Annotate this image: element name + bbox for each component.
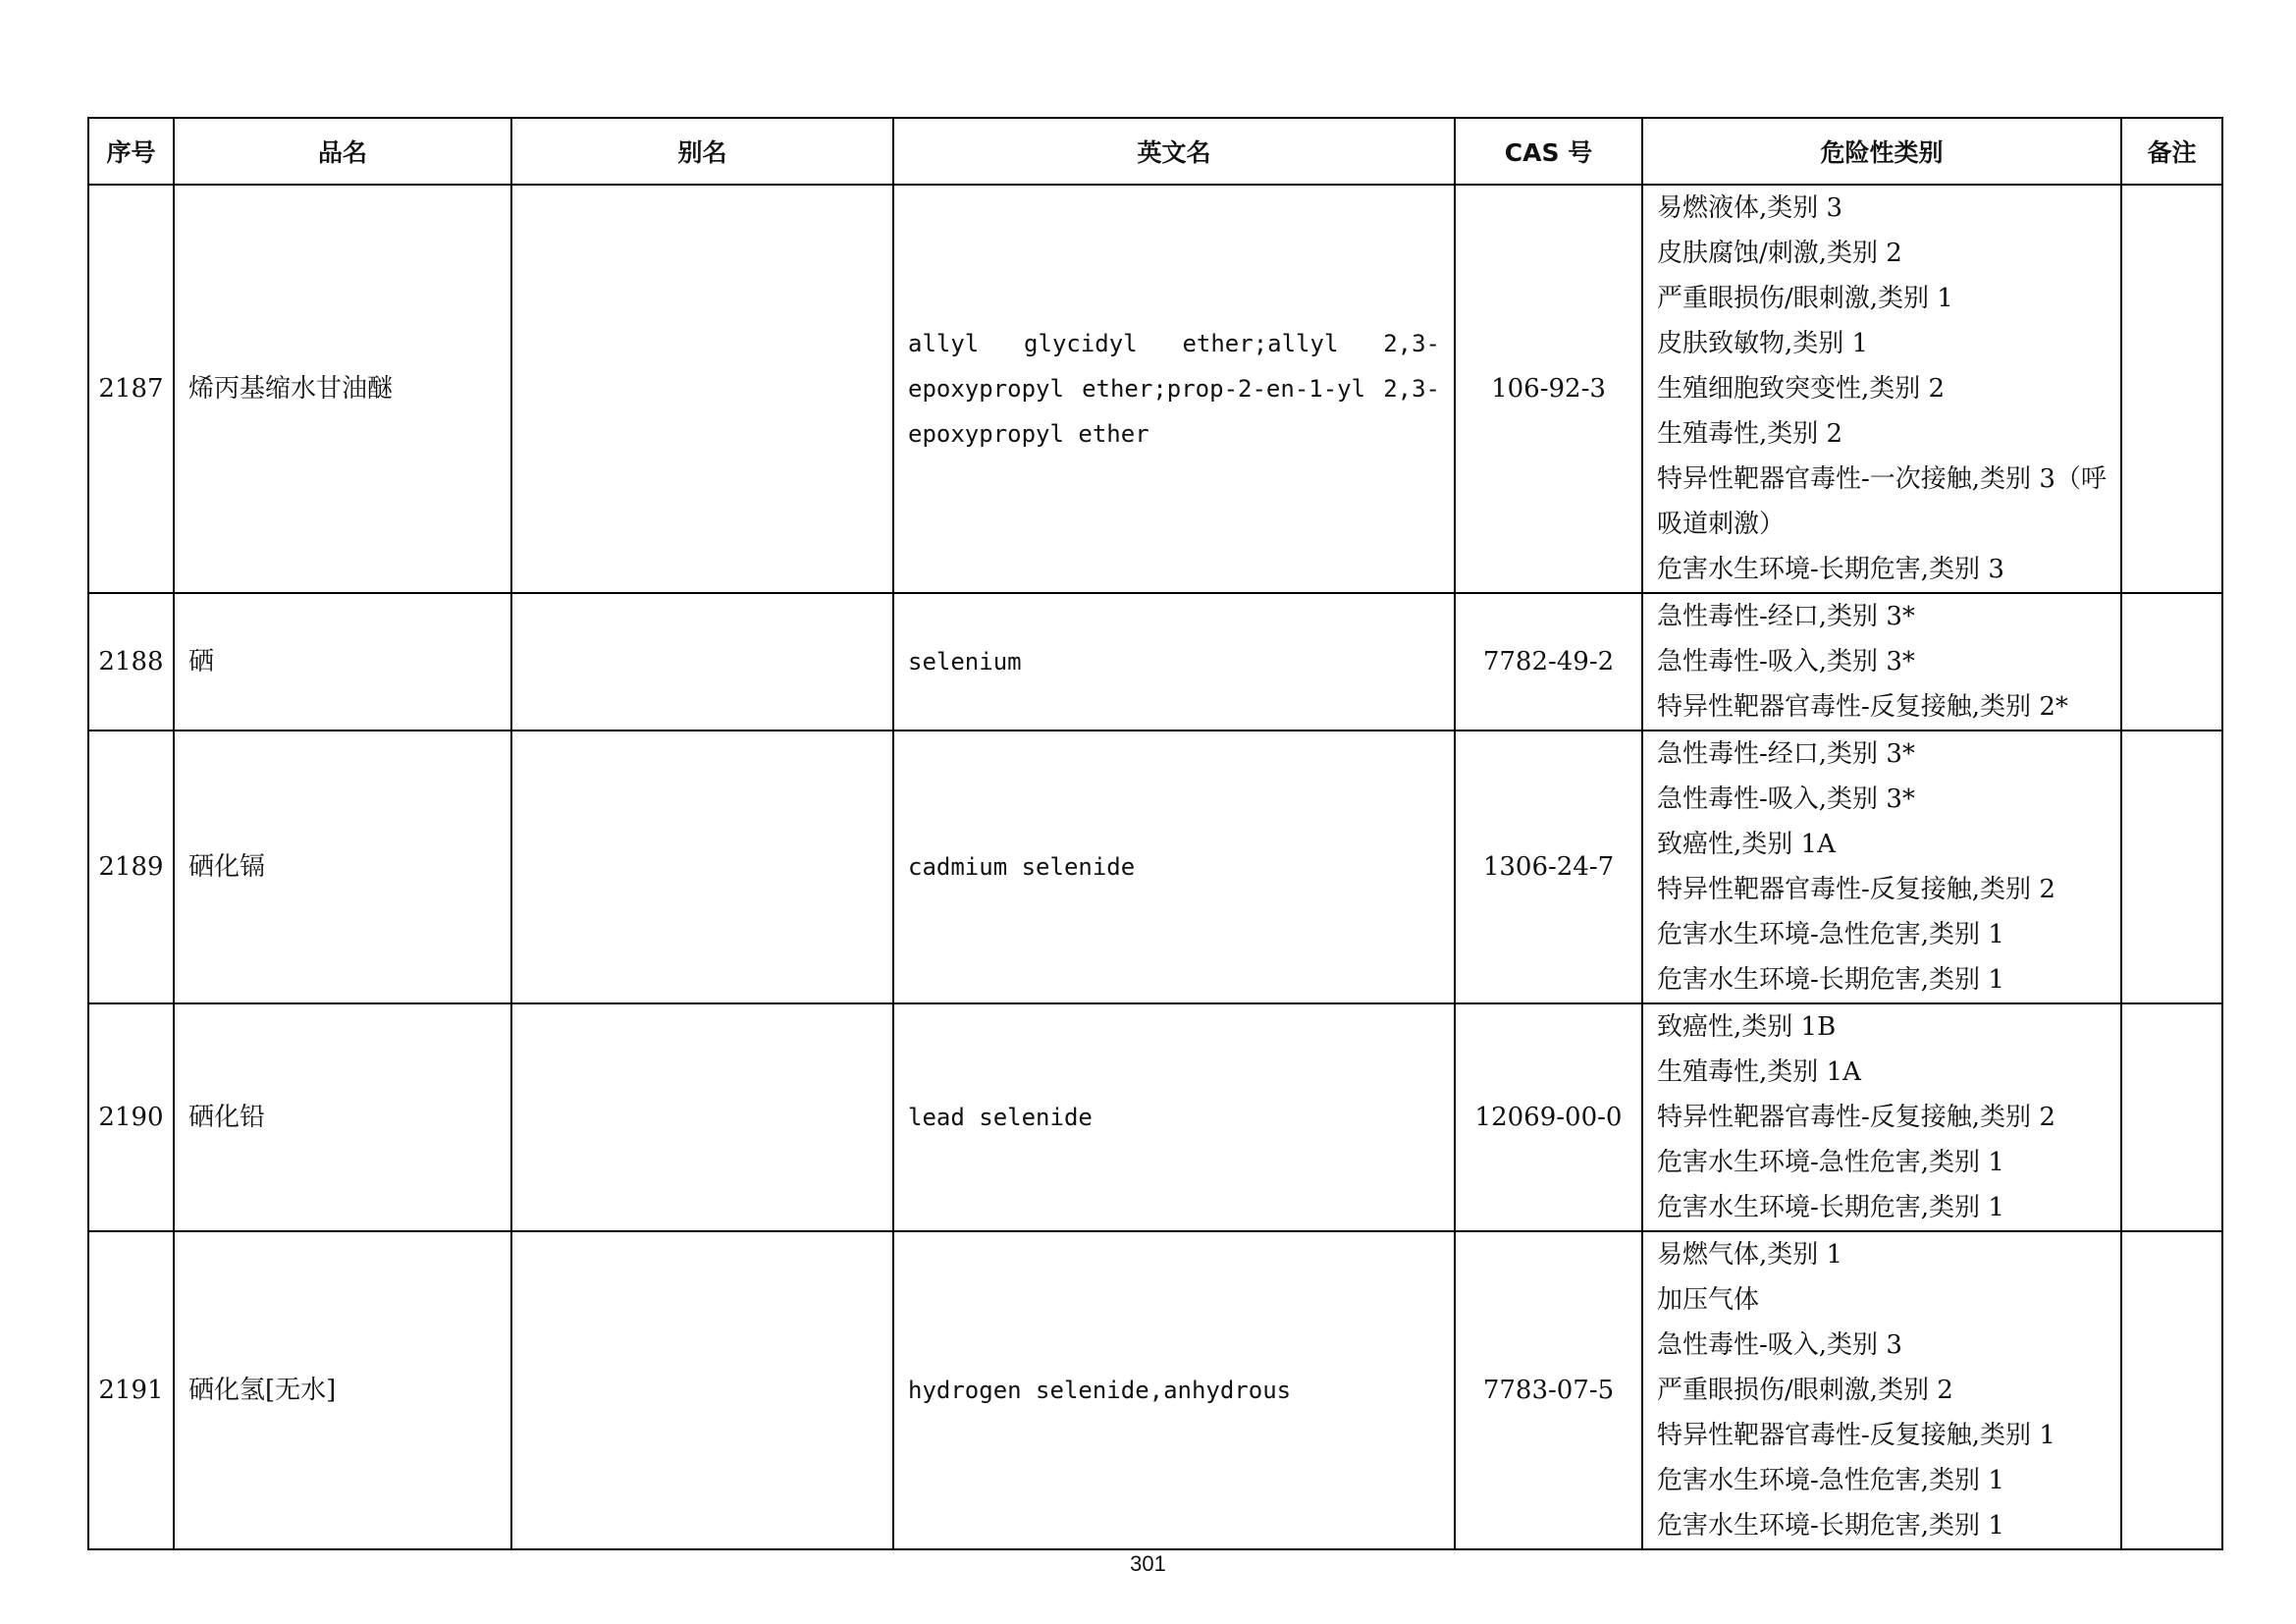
hazard-item: 皮肤腐蚀/刺激,类别 2	[1657, 239, 1902, 268]
row-alias	[511, 1231, 893, 1549]
row-remark	[2121, 593, 2222, 731]
row-no: 2189	[88, 731, 174, 1003]
row-hazards	[1642, 1003, 2121, 1231]
table-row	[88, 185, 2222, 593]
row-cas: 1306-24-7	[1455, 731, 1642, 1003]
hazard-item: 易燃液体,类别 3	[1657, 193, 1843, 223]
hazard-item: 危害水生环境-长期危害,类别 3	[1657, 555, 2004, 584]
row-no: 2187	[88, 185, 174, 593]
row-cas: 12069-00-0	[1455, 1003, 1642, 1231]
header-alias: 别名	[511, 118, 893, 185]
row-cas: 7783-07-5	[1455, 1231, 1642, 1549]
hazard-item: 危害水生环境-急性危害,类别 1	[1657, 920, 2004, 949]
row-alias	[511, 731, 893, 1003]
row-remark	[2121, 731, 2222, 1003]
hazard-item: 急性毒性-经口,类别 3*	[1657, 739, 1915, 769]
hazard-item: 特异性靶器官毒性-反复接触,类别 2	[1657, 1103, 2056, 1132]
row-english-name: lead selenide	[893, 1003, 1455, 1231]
hazard-item: 特异性靶器官毒性-反复接触,类别 2*	[1657, 692, 2068, 722]
hazard-item: 易燃气体,类别 1	[1657, 1240, 1843, 1270]
hazard-item: 生殖细胞致突变性,类别 2	[1657, 374, 1946, 404]
table-row	[88, 1231, 2222, 1549]
hazard-item: 危害水生环境-急性危害,类别 1	[1657, 1148, 2004, 1177]
header-remark: 备注	[2121, 118, 2222, 185]
hazard-item: 危害水生环境-长期危害,类别 1	[1657, 965, 2004, 995]
hazard-item: 急性毒性-经口,类别 3*	[1657, 602, 1915, 631]
hazard-item: 致癌性,类别 1A	[1657, 830, 1836, 859]
row-alias	[511, 1003, 893, 1231]
row-hazards	[1642, 731, 2121, 1003]
hazard-item: 致癌性,类别 1B	[1657, 1012, 1837, 1042]
table-row	[88, 1003, 2222, 1231]
row-name: 硒化铅	[174, 1003, 511, 1231]
row-english-name: selenium	[893, 593, 1455, 731]
hazard-item: 皮肤致敏物,类别 1	[1657, 329, 1869, 358]
row-name: 硒化氢[无水]	[174, 1231, 511, 1549]
hazard-item: 特异性靶器官毒性-反复接触,类别 2	[1657, 875, 2056, 904]
header-no: 序号	[88, 118, 174, 185]
hazard-item: 急性毒性-吸入,类别 3*	[1657, 647, 1915, 677]
header-english-name: 英文名	[893, 118, 1455, 185]
header-cas: CAS 号	[1455, 118, 1642, 185]
hazard-item: 危害水生环境-长期危害,类别 1	[1657, 1511, 2004, 1541]
row-no: 2191	[88, 1231, 174, 1549]
hazard-item: 危害水生环境-急性危害,类别 1	[1657, 1466, 2004, 1495]
row-no: 2190	[88, 1003, 174, 1231]
row-english-name: allyl glycidyl ether;allyl 2,3-epoxypropyl ether;prop-2-en-1-yl 2,3-epoxypropyl ether	[893, 185, 1455, 593]
row-remark	[2121, 1231, 2222, 1549]
row-name: 硒化镉	[174, 731, 511, 1003]
table-row	[88, 593, 2222, 731]
hazard-item: 生殖毒性,类别 2	[1657, 419, 1843, 449]
hazard-item: 严重眼损伤/眼刺激,类别 2	[1657, 1376, 1953, 1405]
table-row	[88, 731, 2222, 1003]
row-no: 2188	[88, 593, 174, 731]
row-hazards	[1642, 185, 2121, 593]
chemical-catalog-table	[87, 117, 2223, 1550]
row-english-name: cadmium selenide	[893, 731, 1455, 1003]
row-name: 硒	[174, 593, 511, 731]
page-number: 301	[1130, 1551, 1166, 1576]
row-cas: 7782-49-2	[1455, 593, 1642, 731]
header-hazard: 危险性类别	[1642, 118, 2121, 185]
row-alias	[511, 185, 893, 593]
hazard-item: 急性毒性-吸入,类别 3*	[1657, 785, 1915, 814]
hazard-item: 特异性靶器官毒性-一次接触,类别 3（呼吸道刺激）	[1657, 464, 2107, 539]
row-remark	[2121, 1003, 2222, 1231]
row-hazards	[1642, 1231, 2121, 1549]
hazard-item: 严重眼损伤/眼刺激,类别 1	[1657, 284, 1953, 313]
row-name: 烯丙基缩水甘油醚	[174, 185, 511, 593]
hazard-item: 急性毒性-吸入,类别 3	[1657, 1330, 1902, 1360]
header-row	[88, 118, 2222, 185]
row-alias	[511, 593, 893, 731]
row-hazards	[1642, 593, 2121, 731]
row-remark	[2121, 185, 2222, 593]
row-cas: 106-92-3	[1455, 185, 1642, 593]
hazard-item: 加压气体	[1657, 1285, 1760, 1315]
hazard-item: 特异性靶器官毒性-反复接触,类别 1	[1657, 1421, 2056, 1450]
header-name: 品名	[174, 118, 511, 185]
hazard-item: 危害水生环境-长期危害,类别 1	[1657, 1193, 2004, 1222]
hazard-item: 生殖毒性,类别 1A	[1657, 1057, 1861, 1087]
row-english-name: hydrogen selenide,anhydrous	[893, 1231, 1455, 1549]
